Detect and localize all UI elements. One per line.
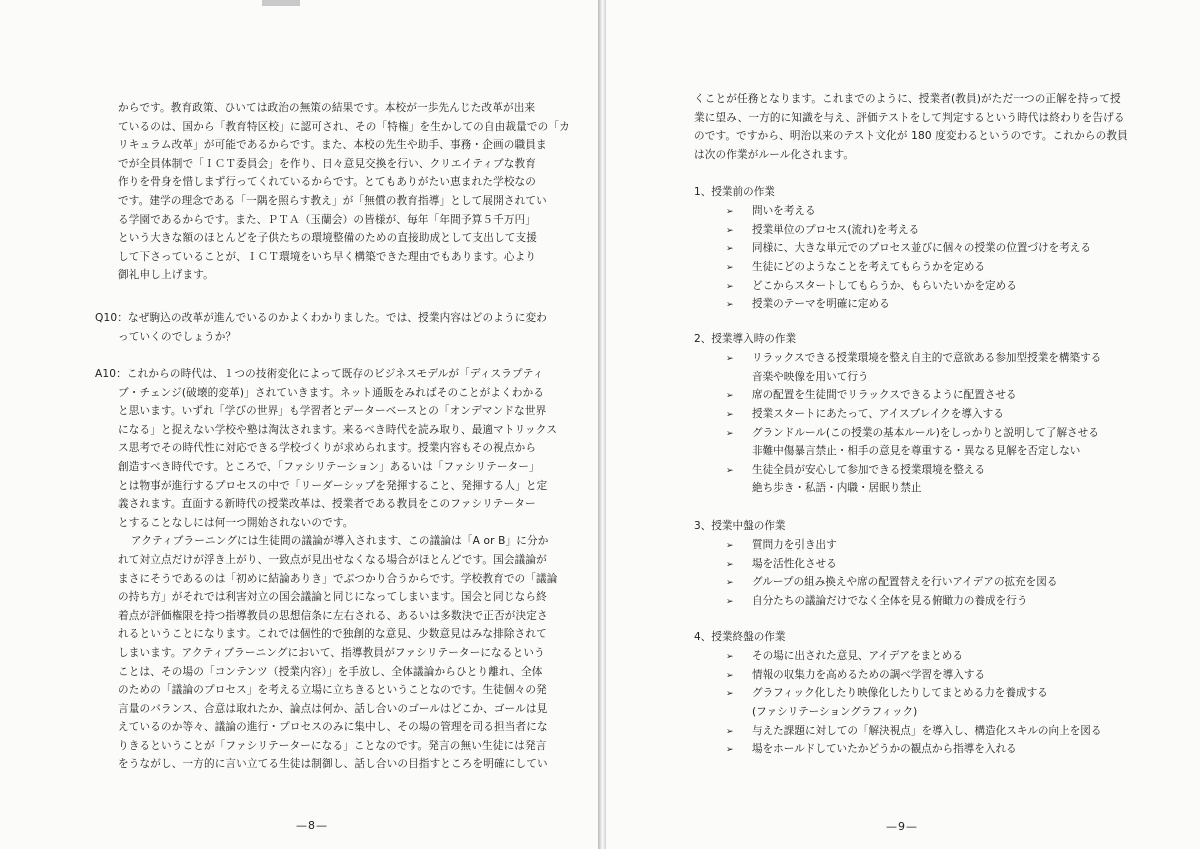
text-line: です。建学の理念である「一隅を照らす教え」が「無償の教育指導」として展開されてい [118, 194, 547, 207]
arrow-bullet-icon: ➢ [726, 745, 734, 756]
text-line: れるということになります。これでは個性的で独創的な意見、少数意見はみな排除されて [118, 628, 547, 641]
text-line: という大きな額のほとんどを子供たちの環境整備のための直接助成として支出して支援 [118, 232, 538, 245]
list-item [726, 573, 1057, 593]
list-item-text: 生徒全員が安心して参加できる授業環境を整える [752, 463, 986, 476]
list-item [726, 722, 1102, 742]
answer-a10 [95, 365, 558, 774]
page-edge-mark [262, 0, 300, 6]
list-item-text: 授業単位のプロセス(流れ)を考える [752, 223, 920, 236]
text-line: ブ・チェンジ(破壊的変革)」されていきます。ネット通販をみればそのことがよくわかる [118, 386, 545, 399]
arrow-bullet-icon: ➢ [726, 541, 734, 552]
list-item-continuation: 非難中傷暴言禁止・相手の意見を尊重する・異なる見解を否定しない [752, 445, 1081, 458]
text-line: Q10：なぜ駒込の改革が進んでいるのかよくわかりました。では、授業内容はどのように変わ [95, 312, 548, 324]
list-item-text: 生徒にどのようなことを考えてもらうかを定める [752, 260, 986, 273]
page-number: —9— [886, 820, 918, 833]
text-line: れて対立点だけが浮き上がり、一致点が見出せなくなる場合がほとんどです。国会議論が [118, 553, 547, 566]
arrow-bullet-icon: ➢ [726, 244, 734, 255]
list-item-continuation: 音楽や映像を用いて行う [752, 370, 869, 383]
text-line: とは物事が進行するプロセスの中で「リーダーシップを発揮すること、発揮する人」と定 [118, 479, 548, 492]
list-item [726, 239, 1091, 259]
book-spine [598, 0, 606, 849]
page-number: —8— [296, 819, 328, 832]
arrow-bullet-icon: ➢ [726, 409, 734, 420]
arrow-bullet-icon: ➢ [726, 391, 734, 402]
list-item-text: 自分たちの議論だけでなく全体を見る俯瞰力の養成を行う [752, 594, 1028, 607]
arrow-bullet-icon: ➢ [726, 262, 734, 273]
text-line: ス思考でその時代性に対応できる学校づくりが求められます。授業内容もその視点から [118, 442, 537, 455]
list-item [726, 461, 985, 481]
list-item-text: 問いを考える [752, 205, 816, 218]
list-item-text: 場を活性化させる [752, 557, 837, 570]
text-line: 御礼申し上げます。 [118, 269, 214, 282]
list-item-text: 情報の収集力を高めるための調べ学習を導入する [752, 668, 986, 681]
text-line: しまいます。アクティブラーニングにおいて、指導教員がファシリテーターになるという [118, 646, 545, 659]
text-line: して下さっていることが、ＩＣＴ環境をいち早く構築できた理由でもあります。心より [118, 250, 537, 263]
text-line: になる」と捉えない学校や塾は淘汰されます。来るべき時代を読み取り、最適マトリックス [118, 423, 558, 436]
list-item [726, 295, 890, 315]
text-line: A10：これからの時代は、１つの技術変化によって既存のビジネスモデルが「ディスラプティ [95, 368, 544, 380]
paragraph-continuation [694, 90, 1128, 164]
list-item-text: リラックスできる授業環境を整え自主的で意欲ある参加型授業を構築する [752, 352, 1102, 365]
right-page [606, 0, 1200, 849]
question-q10 [95, 309, 547, 346]
arrow-bullet-icon: ➢ [726, 670, 734, 681]
text-line: 業に望み、一方的に知識を与え、評価テストをして判定するという時代は終わりを告げる [694, 111, 1125, 124]
left-page [0, 0, 598, 849]
list-item [726, 740, 1017, 760]
text-line: 言量のバランス、合意は取れたか、論点は何か、話し合いのゴールはどこか、ゴールは見 [118, 702, 548, 715]
paragraph-intro [118, 99, 570, 285]
text-line: 創造すべき時代です。ところで、「ファシリテーション」あるいは「ファシリテーター」 [118, 460, 540, 473]
list-item-text: グループの組み換えや席の配置替えを行いアイデアの拡充を図る [752, 576, 1058, 589]
arrow-bullet-icon: ➢ [726, 354, 734, 365]
text-line: 着点が評価権限を持つ指導教員の思想信条に左右される、あるいは多数決で正否が決定さ [118, 609, 548, 622]
arrow-bullet-icon: ➢ [726, 652, 734, 663]
list-item [726, 424, 1099, 444]
list-item [726, 202, 816, 222]
arrow-bullet-icon: ➢ [726, 300, 734, 311]
list-item-text: その場に出された意見、アイデアをまとめる [752, 650, 963, 663]
text-line: のための「議論のプロセス」を考える立場に立ちきるということなのです。生徒個々の発 [118, 684, 547, 697]
section-title: 3、授業中盤の作業 [694, 520, 786, 532]
list-item-text: 授業スタートにあたって、アイスブレイクを導入する [752, 407, 1004, 420]
text-line: ているのは、国から「教育特区校」に認可され、その「特権」を生かしての自由裁量での「カ [118, 120, 570, 133]
text-line: っていくのでしょうか？ [118, 330, 237, 343]
list-item-text: 質問力を引き出す [752, 539, 837, 552]
list-item-text: 席の配置を生徒間でリラックスできるように配置させる [752, 389, 1017, 402]
list-item-text: どこからスタートしてもらうか、もらいたいかを定める [752, 279, 1017, 292]
list-item-text: 同様に、大きな単元でのプロセス並びに個々の授業の位置づけを考える [752, 242, 1091, 255]
arrow-bullet-icon: ➢ [726, 559, 734, 570]
text-line: る学園であるからです。また、ＰＴＡ（玉蘭会）の皆様が、毎年「年間予算５千万円」 [118, 213, 537, 226]
list-item [726, 221, 919, 241]
text-line: とすることなしには何一つ開始されないのです。 [118, 516, 354, 529]
arrow-bullet-icon: ➢ [726, 726, 734, 737]
section-title: 1、授業前の作業 [694, 186, 775, 198]
arrow-bullet-icon: ➢ [726, 596, 734, 607]
text-line: のです。ですから、明治以来のテスト文化が 180 度変わるというのです。これからの教員 [694, 130, 1128, 143]
text-line: ことは、その場の「コンテンツ（授業内容）」を手放し、全体議論からひとり離れ、全体 [118, 665, 543, 678]
list-item [726, 555, 837, 575]
list-item-text: 授業のテーマを明確に定める [752, 298, 890, 311]
text-line: と思います。いずれ「学びの世界」も学習者とデーターベースとの「オンデマンドな世界 [118, 405, 547, 418]
arrow-bullet-icon: ➢ [726, 428, 734, 439]
list-item-text: グラフィック化したり映像化したりしてまとめる力を養成する [752, 687, 1048, 700]
list-item-text: 場をホールドしていたかどうかの観点から指導を入れる [752, 743, 1017, 756]
list-item [726, 349, 1101, 369]
list-item [726, 684, 1048, 704]
list-item [726, 405, 1004, 425]
list-item-text: 与えた課題に対しての「解決視点」を導入し、構造化スキルの向上を図る [752, 724, 1102, 737]
arrow-bullet-icon: ➢ [726, 465, 734, 476]
text-line: まさにそうであるのは「初めに結論ありき」でぶつかり合うからです。学校教育での「議論 [118, 572, 558, 585]
list-item [726, 277, 1017, 297]
list-item [726, 647, 963, 667]
list-item-text: グランドルール(この授業の基本ルール)をしっかりと説明して了解させる [752, 426, 1099, 439]
list-item [726, 536, 837, 556]
text-line: えているのか等々、議論の進行・プロセスのみに集中し、その場の管理を司る担当者にな [118, 721, 548, 734]
list-item-continuation: (ファシリテーショングラフィック) [752, 705, 918, 718]
text-line: リキュラム改革」が可能であるからです。また、本校の先生や助手、事務・企画の職員ま [118, 139, 547, 152]
text-line: をうながし、一方的に言い立てる生徒は制御し、話し合いの目指すところを明確にしてい [118, 758, 548, 771]
list-item [726, 386, 1017, 406]
list-item [726, 258, 985, 278]
arrow-bullet-icon: ➢ [726, 225, 734, 236]
text-line: 義されます。直面する新時代の授業改革は、授業者である教員をこのファシリテーター [118, 498, 536, 511]
text-line: からです。教育政策、ひいては政治の無策の結果です。本校が一歩先んじた改革が出来 [118, 102, 536, 114]
list-item-continuation: 絶ち歩き・私語・内職・居眠り禁止 [752, 482, 922, 495]
arrow-bullet-icon: ➢ [726, 578, 734, 589]
text-line: でが全員体制で「ＩＣＴ委員会」を作り、日々意見交換を行い、クリエイティブな教育 [118, 157, 536, 170]
list-item [726, 666, 985, 686]
arrow-bullet-icon: ➢ [726, 689, 734, 700]
text-line: 作りを骨身を惜しまず行ってくれているからです。とてもありがたい恵まれた学校なの [118, 176, 537, 189]
section-title: 2、授業導入時の作業 [694, 333, 797, 345]
list-item [726, 592, 1027, 612]
text-line: は次の作業がルール化されます。 [694, 148, 855, 161]
arrow-bullet-icon: ➢ [726, 207, 734, 218]
text-line: くことが任務となります。これまでのように、授業者(教員)がただ一つの正解を持って授 [694, 93, 1121, 105]
text-line: アクティブラーニングには生徒間の議論が導入されます、この議論は「A or B」に分か [131, 535, 549, 548]
section-title: 4、授業終盤の作業 [694, 631, 786, 643]
arrow-bullet-icon: ➢ [726, 281, 734, 292]
text-line: の持ち方」がそれでは利害対立の国会議論と同じになってしまいます。国会と同じなら終 [118, 591, 547, 604]
text-line: りきるということが「ファシリテーターになる」ことなのです。発言の無い生徒には発言 [118, 739, 547, 752]
